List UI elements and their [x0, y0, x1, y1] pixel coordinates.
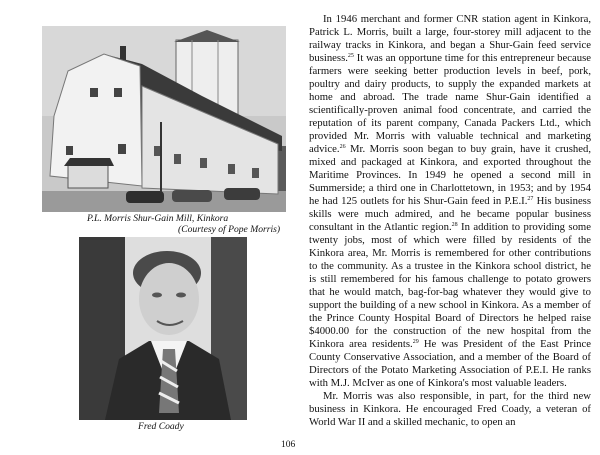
portrait-image: [79, 237, 247, 420]
footnote-ref: 27: [527, 196, 534, 202]
mill-photo-image: [42, 26, 286, 212]
coady-caption: Fred Coady: [138, 421, 184, 432]
footnote-ref: 29: [412, 339, 419, 345]
footnote-ref: 25: [347, 53, 354, 59]
footnote-ref: 28: [451, 222, 458, 228]
footnote-ref: 26: [339, 144, 346, 150]
paragraph-2: Mr. Morris was also responsible, in part, for the third new business in Kinkora. He encouraged Fred Coady, a veteran of World War II and a skilled mechanic, to open an: [309, 390, 591, 428]
paragraph-1: In 1946 merchant and former CNR station agent in Kinkora, Patrick L. Morris, built a large, four-storey mill adjacent to the railway tracks in Kinkora, and began a Shur-Gain feed service business.$^{25}$ It was an opportune time for this entrepreneur because farmers were seeking better production levels in beef, pork, poultry and dairy products, to supply the expanded markets at home and abroad. The trade name Shur-Gain identified a scientifically-proven animal food concentrate, and carried the reputation of its parent company, Canada Packers Ltd., which provided Mr. Morris with valuable technical and marketing advice.$^{26}$ Mr. Morris soon began to buy grain, have it crushed, mixed and packaged at Kinkora, and exported throughout the Maritime Provinces. In 1949 he opened a second mill in Summerside; a third one in Charlottetown, in 1953; and by 1954 he had 125 outlets for his Shur-Gain feed in P.E.I.$^{27}$ His business skills were much admired, and he became popular business consultant in the Atlantic region.$^{28}$ In addition to providing some twenty jobs, most of which were filled by residents of the Kinkora area, Mr. Morris is remembered for other contributions to the community. As a trustee in the Kinkora school district, he is still remembered for his famous challenge to potato growers that he would match, bag-for-bag whatever they would give to support the building of a new school in Kinkora. As a member of the Prince County Hospital Board of Directors he helped raise $4000.00 for the construction of the new hospital from the Kinkora area residents.$^{29}$ He was President of the East Prince County Conservative Association, and a member of the Board of Directors of the Potato Marketing Association of P.E.I. He ranks with M.J. McIver as one of Kinkora's most valuable leaders.: [309, 13, 592, 389]
mill-caption: P.L. Morris Shur-Gain Mill, Kinkora: [87, 213, 229, 224]
page-number: 106: [281, 440, 296, 450]
body-text: [309, 13, 591, 429]
mill-caption-credit: (Courtesy of Pope Morris): [178, 224, 281, 235]
fred-coady-photo: [79, 237, 247, 420]
mill-photo: [42, 26, 286, 212]
